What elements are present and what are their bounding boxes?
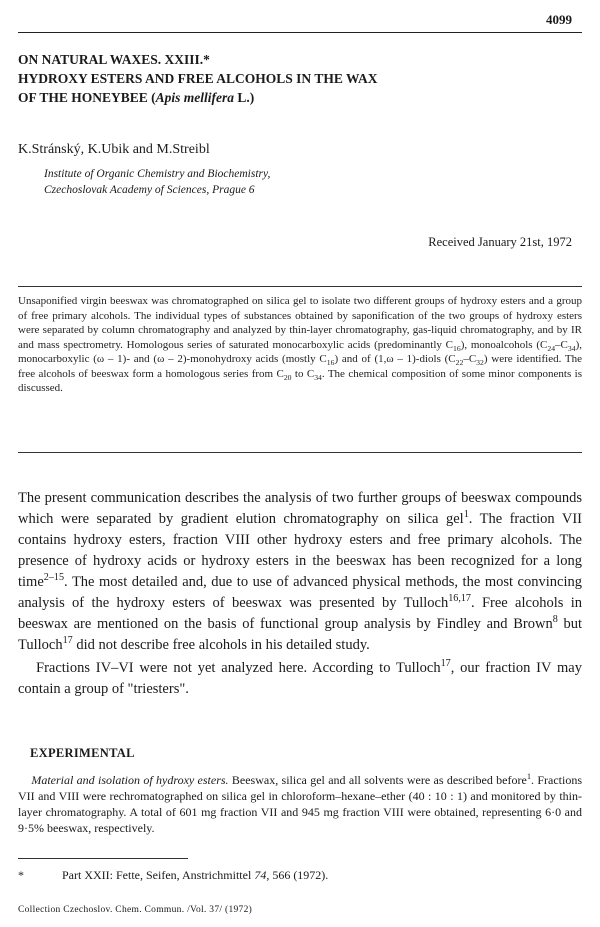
abstract-top-rule bbox=[18, 286, 582, 287]
article-title: ON NATURAL WAXES. XXIII.* bbox=[18, 52, 210, 67]
subscript: 32 bbox=[476, 358, 484, 368]
abstract-text: ) and of (1,ω – 1)-diols (C bbox=[334, 353, 456, 365]
footnote-rule bbox=[18, 858, 188, 859]
footnote-marker: * bbox=[18, 868, 24, 882]
footnote-text: , 566 (1972). bbox=[266, 868, 329, 882]
article-subtitle-line2 bbox=[18, 88, 582, 107]
experimental-text: . Fractions VII and VIII were rechromatographed on silica gel in chloroform–hexane–ether (40 : 10 : 1) and monitored by thin-layer chromatography. A total of 601 mg fraction VII and 945 mg fraction VIII were obtained, representing 6·0 and 9·5% beeswax, respectively. bbox=[18, 773, 582, 835]
abstract-text: ), monoalcohols (C bbox=[460, 338, 548, 351]
body-text: . Free alcohols in beeswax are mentioned on the basis of functional group analysis by Findley and Brown bbox=[18, 595, 582, 632]
main-body bbox=[18, 488, 582, 700]
abstract-text: ) were identified. The free alcohols of beeswax form a homologous series from C bbox=[18, 353, 582, 380]
abstract-text: ), monocarboxylic (ω – 1)- and (ω – 2)-monohydroxy acids (mostly C bbox=[18, 338, 582, 365]
abstract-text: . The chemical composition of some minor components is discussed. bbox=[18, 367, 582, 394]
page-number: 4099 bbox=[546, 12, 572, 27]
reference-superscript: 17 bbox=[440, 658, 451, 670]
title-block bbox=[18, 50, 582, 107]
subtitle-prefix: OF THE HONEYBEE ( bbox=[18, 90, 156, 105]
body-paragraph-2 bbox=[18, 658, 582, 700]
reference-superscript: 2–15 bbox=[43, 572, 65, 584]
article-subtitle-line1: HYDROXY ESTERS AND FREE ALCOHOLS IN THE WAX bbox=[18, 71, 378, 86]
abstract-text: to C bbox=[291, 367, 315, 380]
body-text: . The most detailed and, due to use of advanced physical methods, the most convincing analysis of the hydroxy esters of beeswax was presented by Tulloch bbox=[18, 574, 582, 611]
received-date: Received January 21st, 1972 bbox=[428, 235, 572, 249]
section-heading-experimental: EXPERIMENTAL bbox=[30, 746, 135, 760]
subscript: 22 bbox=[455, 358, 464, 368]
abstract-text: Unsaponified virgin beeswax was chromatographed on silica gel to isolate two different groups of hydroxy esters and a group of free primary alcohols. The individual types of substances obtained by saponification of the two groups of hydroxy esters were separated by column chromatography and analyzed by thin-layer chromatography, gas-liquid chromatography, and by IR and mass spectrometry. Homologous series of saturated monocarboxylic acids (predominantly C bbox=[18, 295, 582, 351]
abstract-text: –C bbox=[555, 338, 568, 351]
header-rule bbox=[18, 32, 582, 33]
footnote bbox=[18, 868, 328, 883]
abstract bbox=[18, 294, 582, 396]
subscript: 16 bbox=[453, 343, 461, 353]
body-text: , our fraction IV may contain a group of "triesters". bbox=[18, 660, 582, 697]
subscript: 34 bbox=[314, 372, 322, 382]
affiliation-line1: Institute of Organic Chemistry and Biochemistry, bbox=[44, 168, 271, 180]
reference-superscript: 1 bbox=[463, 509, 469, 521]
footnote-volume: 74 bbox=[254, 868, 267, 882]
body-paragraph-1 bbox=[18, 488, 582, 656]
authors: K.Stránský, K.Ubik and M.Streibl bbox=[18, 142, 210, 157]
journal-footer: Collection Czechoslov. Chem. Commun. /Vol. 37/ (1972) bbox=[18, 905, 253, 915]
subscript: 20 bbox=[283, 372, 292, 382]
subscript: 34 bbox=[567, 343, 576, 353]
subscript: 16 bbox=[326, 358, 335, 368]
reference-superscript: 8 bbox=[552, 614, 558, 626]
subtitle-suffix: L.) bbox=[234, 90, 255, 105]
runin-heading: Material and isolation of hydroxy esters. bbox=[31, 773, 229, 787]
abstract-bottom-rule bbox=[18, 452, 582, 453]
experimental-text: Beeswax, silica gel and all solvents were as described before bbox=[228, 773, 527, 787]
body-text: Fractions IV–VI were not yet analyzed here. According to Tulloch bbox=[36, 660, 441, 676]
species-name: Apis mellifera bbox=[155, 90, 235, 105]
affiliation bbox=[44, 166, 270, 198]
body-text: The present communication describes the analysis of two further groups of beeswax compounds which were separated by gradient elution chromatography on silica gel bbox=[18, 490, 582, 527]
body-text: did not describe free alcohols in his detailed study. bbox=[72, 637, 370, 653]
footnote-text: Part XXII: Fette, Seifen, Anstrichmittel bbox=[62, 868, 255, 882]
experimental-paragraph bbox=[18, 772, 582, 836]
subscript: 24 bbox=[547, 343, 556, 353]
body-text: but Tulloch bbox=[18, 616, 583, 653]
reference-superscript: 16,17 bbox=[448, 593, 471, 605]
abstract-text: –C bbox=[463, 353, 477, 365]
reference-superscript: 1 bbox=[526, 772, 531, 781]
body-text: . The fraction VII contains hydroxy esters, fraction VIII other hydroxy esters and free primary alcohols. The presence of hydroxy acids or hydroxy esters in the beeswax has been recognized for a long time bbox=[18, 511, 583, 590]
reference-superscript: 17 bbox=[62, 635, 73, 647]
affiliation-line2: Czechoslovak Academy of Sciences, Prague 6 bbox=[44, 184, 255, 196]
